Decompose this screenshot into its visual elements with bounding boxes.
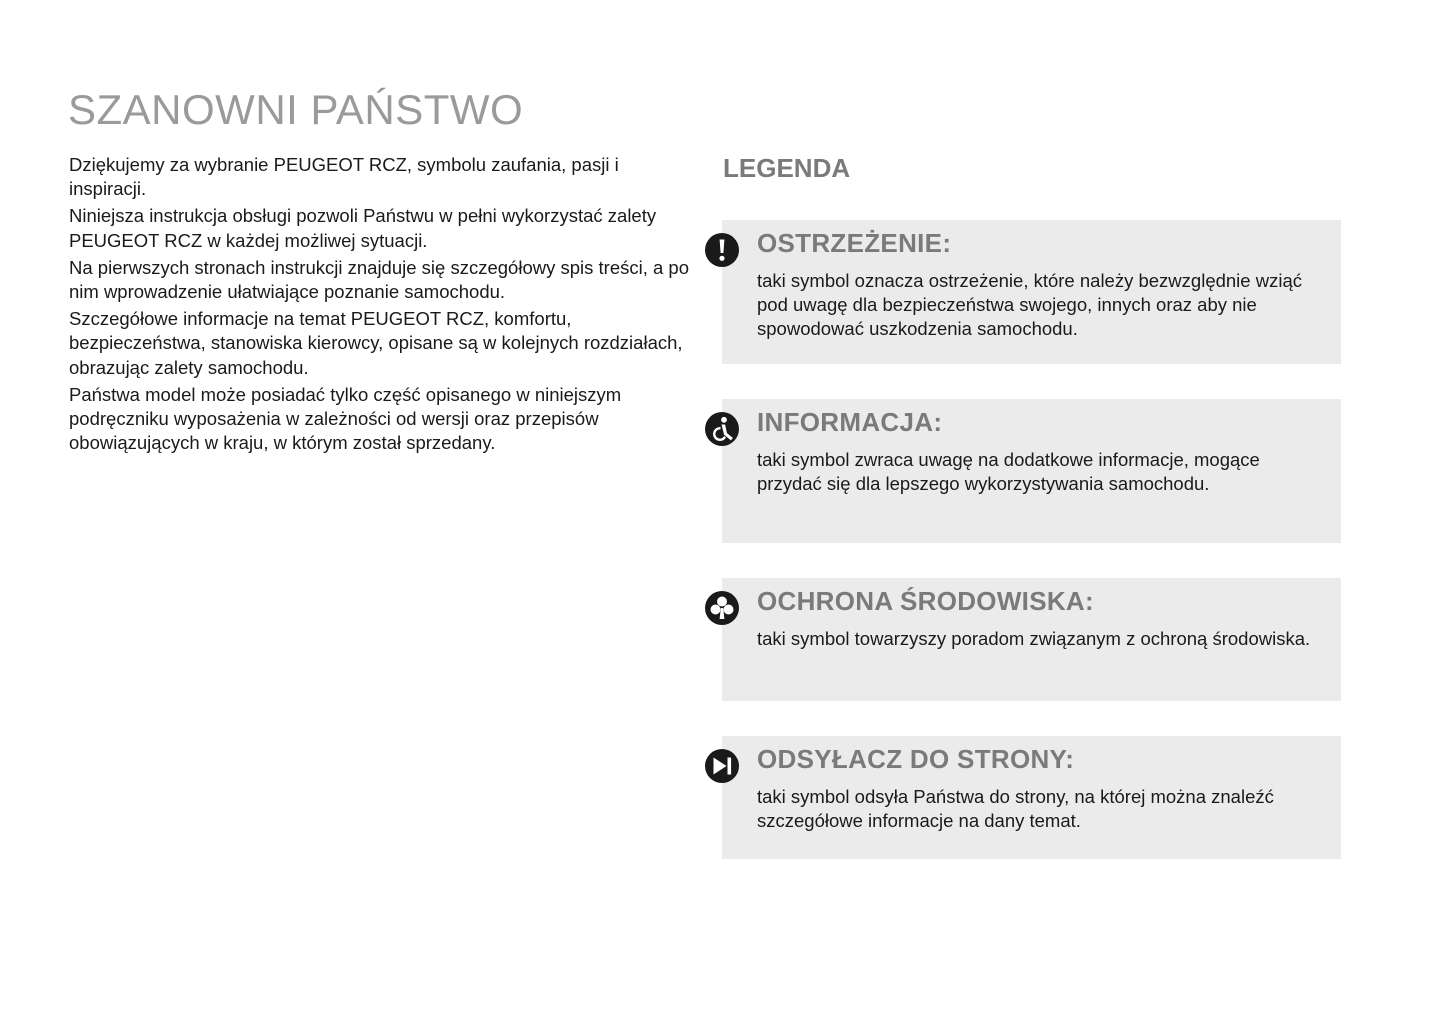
legend-item-text: taki symbol odsyła Państwa do strony, na której można znaleźć szczegółowe informacje na dany temat. bbox=[757, 786, 1274, 832]
legend-item-warning bbox=[722, 220, 1341, 364]
legend-title: LEGENDA bbox=[723, 153, 851, 183]
intro-paragraph: Niniejsza instrukcja obsługi pozwoli Państwu w pełni wykorzystać zalety PEUGEOT RCZ w każdej możliwej sytuacji. bbox=[69, 205, 657, 251]
page-title: SZANOWNI PAŃSTWO bbox=[68, 86, 524, 133]
intro-paragraph: Dziękujemy za wybranie PEUGEOT RCZ, symbolu zaufania, pasji i inspiracji. bbox=[69, 154, 619, 200]
legend-item-title: OCHRONA ŚRODOWISKA: bbox=[757, 586, 1094, 616]
legend-item-text: taki symbol zwraca uwagę na dodatkowe informacje, mogące przydać się dla lepszego wykorzystywania samochodu. bbox=[757, 449, 1260, 495]
intro-paragraph: Na pierwszych stronach instrukcji znajduje się szczegółowy spis treści, a po nim wprowadzenie ułatwiające poznanie samochodu. bbox=[69, 256, 690, 303]
legend-item-title: OSTRZEŻENIE: bbox=[757, 228, 952, 258]
legend-item-environment bbox=[722, 578, 1341, 701]
legend-item-title: INFORMACJA: bbox=[757, 407, 943, 437]
information-icon bbox=[704, 411, 740, 447]
environment-icon bbox=[704, 590, 740, 626]
legend-item-page-reference bbox=[722, 736, 1341, 859]
intro-paragraph: Państwa model może posiadać tylko część opisanego w niniejszym podręczniku wyposażenia w zależności od wersji oraz przepisów obowiązujących w kraju, w którym został sprzedany. bbox=[69, 383, 622, 454]
intro-paragraph: Szczegółowe informacje na temat PEUGEOT RCZ, komfortu, bezpieczeństwa, stanowiska kierowcy, opisane są w kolejnych rozdziałach, obrazując zalety samochodu. bbox=[69, 308, 683, 378]
legend-item-text: taki symbol oznacza ostrzeżenie, które należy bezwzględnie wziąć pod uwagę dla bezpieczeństwa swojego, innych oraz aby nie spowodować uszkodzenia samochodu. bbox=[757, 270, 1302, 340]
legend-item-title: ODSYŁACZ DO STRONY: bbox=[757, 744, 1075, 774]
legend-item-text: taki symbol towarzyszy poradom związanym z ochroną środowiska. bbox=[757, 628, 1311, 649]
legend-item-information bbox=[722, 399, 1341, 543]
page-reference-icon bbox=[704, 748, 740, 784]
intro-text bbox=[69, 153, 699, 458]
warning-icon bbox=[704, 232, 740, 268]
